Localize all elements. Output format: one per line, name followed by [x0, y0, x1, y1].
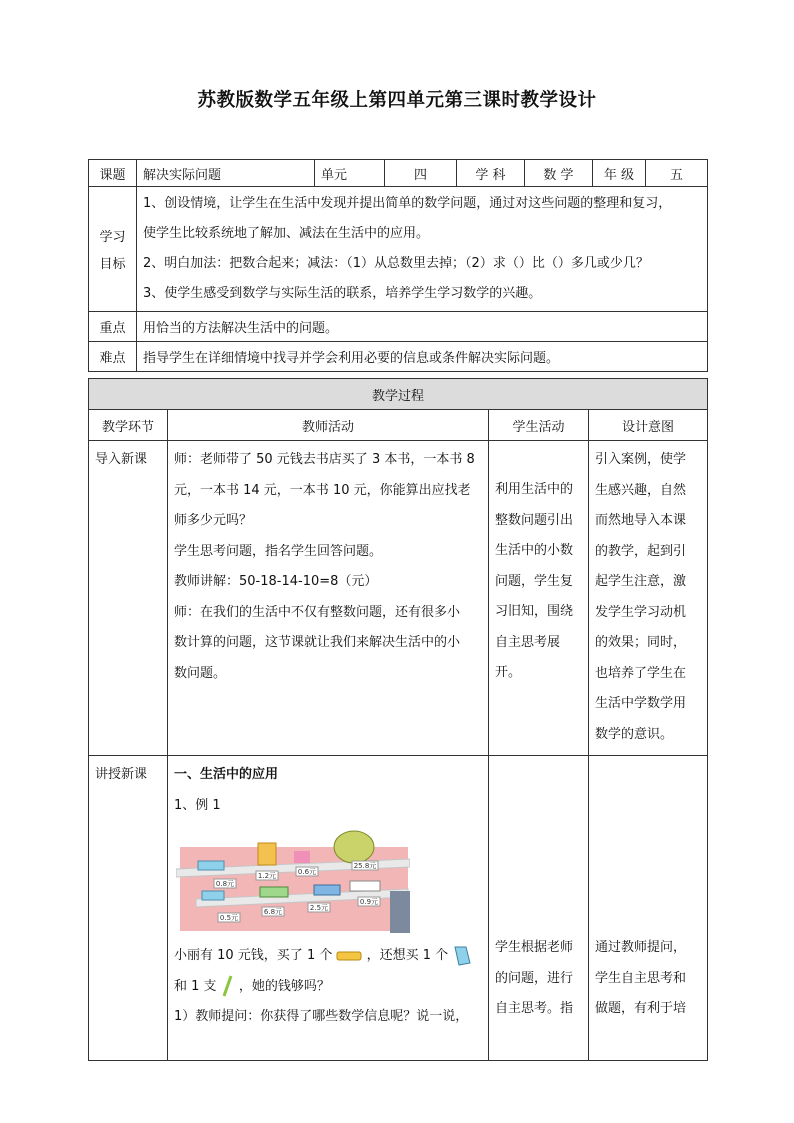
- new-stage: 讲授新课: [89, 756, 168, 1061]
- difficulty-text: 指导学生在详细情境中找寻并学会利用必要的信息或条件解决实际问题。: [137, 342, 708, 372]
- question-text: ，她的钱够吗？: [238, 978, 330, 994]
- topic-value: 解决实际问题: [137, 160, 315, 187]
- question-text: 小丽有 10 元钱，买了 1 个: [174, 948, 333, 963]
- text-line: 师多少元吗？: [174, 513, 253, 528]
- book-stack-icon: [314, 885, 340, 895]
- difficulty-label: 难点: [89, 342, 137, 372]
- process-header-row: [89, 410, 708, 441]
- price-tag: 0.8元: [215, 880, 235, 888]
- teaching-process-table: [88, 378, 708, 1061]
- text-line: 整数问题引出: [495, 512, 574, 528]
- text-line: 教师讲解：50-18-14-10=8（元）: [174, 574, 378, 589]
- text-line: 起学生注意，激: [595, 574, 687, 589]
- price-tag: 6.8元: [263, 908, 283, 916]
- eraser-icon: [336, 950, 362, 962]
- goal-line: 使学生比较系统地了解加、减法在生活中的应用。: [143, 226, 430, 241]
- text-line: 自主思考展开。: [495, 634, 561, 680]
- col-header-teacher: 教师活动: [168, 410, 489, 441]
- example-label: 1、例 1: [174, 797, 221, 813]
- notebook-icon: [260, 887, 288, 897]
- process-title: 教学过程: [89, 379, 708, 410]
- goal-line: 3、使学生感受到数学与实际生活的联系，培养学生学习数学的兴趣。: [143, 286, 542, 301]
- text-line: 利用生活中的: [495, 482, 574, 497]
- price-tag: 25.8元: [353, 862, 377, 870]
- text-line: 数问题。: [174, 665, 227, 681]
- key-point-row: [89, 312, 708, 342]
- goal-line: 2、明白加法：把数合起来；减法：（1）从总数里去掉；（2）求（）比（）多几或少几？: [143, 256, 649, 271]
- text-line: 的问题，进行: [495, 970, 574, 986]
- text-line: 做题，有利于培: [595, 1001, 687, 1016]
- stationery-shelf-illustration: [176, 829, 410, 933]
- text-line: 学生根据老师: [495, 940, 574, 955]
- intro-student: [489, 441, 589, 756]
- section-heading: 一、生活中的应用: [174, 767, 279, 782]
- text-line: 也培养了学生在: [595, 665, 687, 681]
- question-line-2: [174, 972, 482, 1003]
- text-line: 的效果；同时，: [595, 635, 687, 650]
- grade-label: 年 级: [593, 160, 646, 187]
- pencil-case-icon: [198, 861, 224, 870]
- text-line: 问题，学生复: [495, 573, 574, 589]
- notebook-icon: [452, 945, 472, 967]
- text-line: 习旧知，围绕: [495, 604, 574, 619]
- paper-pad-icon: [350, 881, 380, 891]
- topic-label: 课题: [89, 160, 137, 187]
- text-line: 而然地导入本课: [595, 513, 687, 528]
- pencil-icon: [221, 974, 235, 998]
- text-line: 生活中学数学用: [595, 696, 687, 711]
- text-line: 的教学，起到引: [595, 543, 687, 559]
- text-line: 师：在我们的生活中不仅有整数问题，还有很多小: [174, 604, 461, 620]
- key-point-text: 用恰当的方法解决生活中的问题。: [137, 312, 708, 342]
- question-text: 和 1 支: [174, 978, 217, 994]
- text-line: 发学生学习动机: [595, 604, 687, 620]
- grade-value: 五: [646, 160, 708, 187]
- intro-teacher: [168, 441, 489, 756]
- key-point-label: 重点: [89, 312, 137, 342]
- text-line: 通过教师提问，: [595, 940, 687, 955]
- text-line: 学生思考问题，指名学生回答问题。: [174, 543, 383, 559]
- text-line: 1）教师提问：你获得了哪些数学信息呢？说一说，: [174, 1009, 469, 1024]
- price-tag: 0.9元: [359, 898, 379, 906]
- page-title: 苏教版数学五年级上第四单元第三课时教学设计: [197, 90, 597, 111]
- shelf-side: [390, 891, 410, 933]
- text-line: 生感兴趣，自然: [595, 482, 687, 498]
- text-line: 引入案例，使学: [595, 452, 687, 467]
- text-line: 学生自主思考和: [595, 970, 687, 986]
- new-teacher: [168, 756, 489, 1061]
- col-header-student: 学生活动: [489, 410, 589, 441]
- subject-value: 数 学: [525, 160, 593, 187]
- new-intent: [589, 756, 708, 1061]
- difficulty-row: [89, 342, 708, 372]
- text-line: 数计算的问题，这节课就让我们来解决生活中的小: [174, 635, 461, 650]
- new-student: [489, 756, 589, 1061]
- intro-intent: [589, 441, 708, 756]
- school-bag-icon: [334, 831, 374, 863]
- price-tag: 2.5元: [309, 904, 329, 912]
- goal-line: 1、创设情境，让学生在生活中发现并提出简单的数学问题，通过对这些问题的整理和复习，: [143, 196, 672, 211]
- eraser-icon: [202, 891, 224, 900]
- goals-label-line1: 学习: [99, 230, 126, 245]
- col-header-intent: 设计意图: [589, 410, 708, 441]
- process-title-row: [89, 379, 708, 410]
- new-lesson-row: [89, 756, 708, 1061]
- header-row: [89, 160, 708, 187]
- sharpener-icon: [294, 851, 310, 863]
- text-line: 自主思考。指: [495, 1001, 574, 1016]
- col-header-stage: 教学环节: [89, 410, 168, 441]
- question-line-1: [174, 941, 482, 972]
- price-tag: 0.6元: [297, 868, 317, 876]
- text-line: 数学的意识。: [595, 726, 674, 742]
- intro-row: [89, 441, 708, 756]
- intro-stage: 导入新课: [89, 441, 168, 756]
- text-line: 生活中的小数: [495, 543, 574, 558]
- goals-label-line2: 目标: [99, 257, 126, 272]
- unit-label: 单元: [315, 160, 385, 187]
- price-tag: 0.5元: [219, 914, 239, 922]
- text-line: 元，一本书 14 元，一本书 10 元，你能算出应找老: [174, 482, 471, 498]
- text-line: 师：老师带了 50 元钱去书店买了 3 本书，一本书 8: [174, 452, 475, 467]
- goals-row: [89, 187, 708, 312]
- unit-value: 四: [385, 160, 457, 187]
- goals-content: [137, 187, 708, 312]
- price-tag: 1.2元: [257, 872, 277, 880]
- goals-label: [89, 187, 137, 312]
- pen-holder-icon: [258, 843, 276, 865]
- question-text: ，还想买 1 个: [366, 948, 449, 963]
- subject-label: 学 科: [457, 160, 525, 187]
- lesson-info-table: [88, 159, 708, 372]
